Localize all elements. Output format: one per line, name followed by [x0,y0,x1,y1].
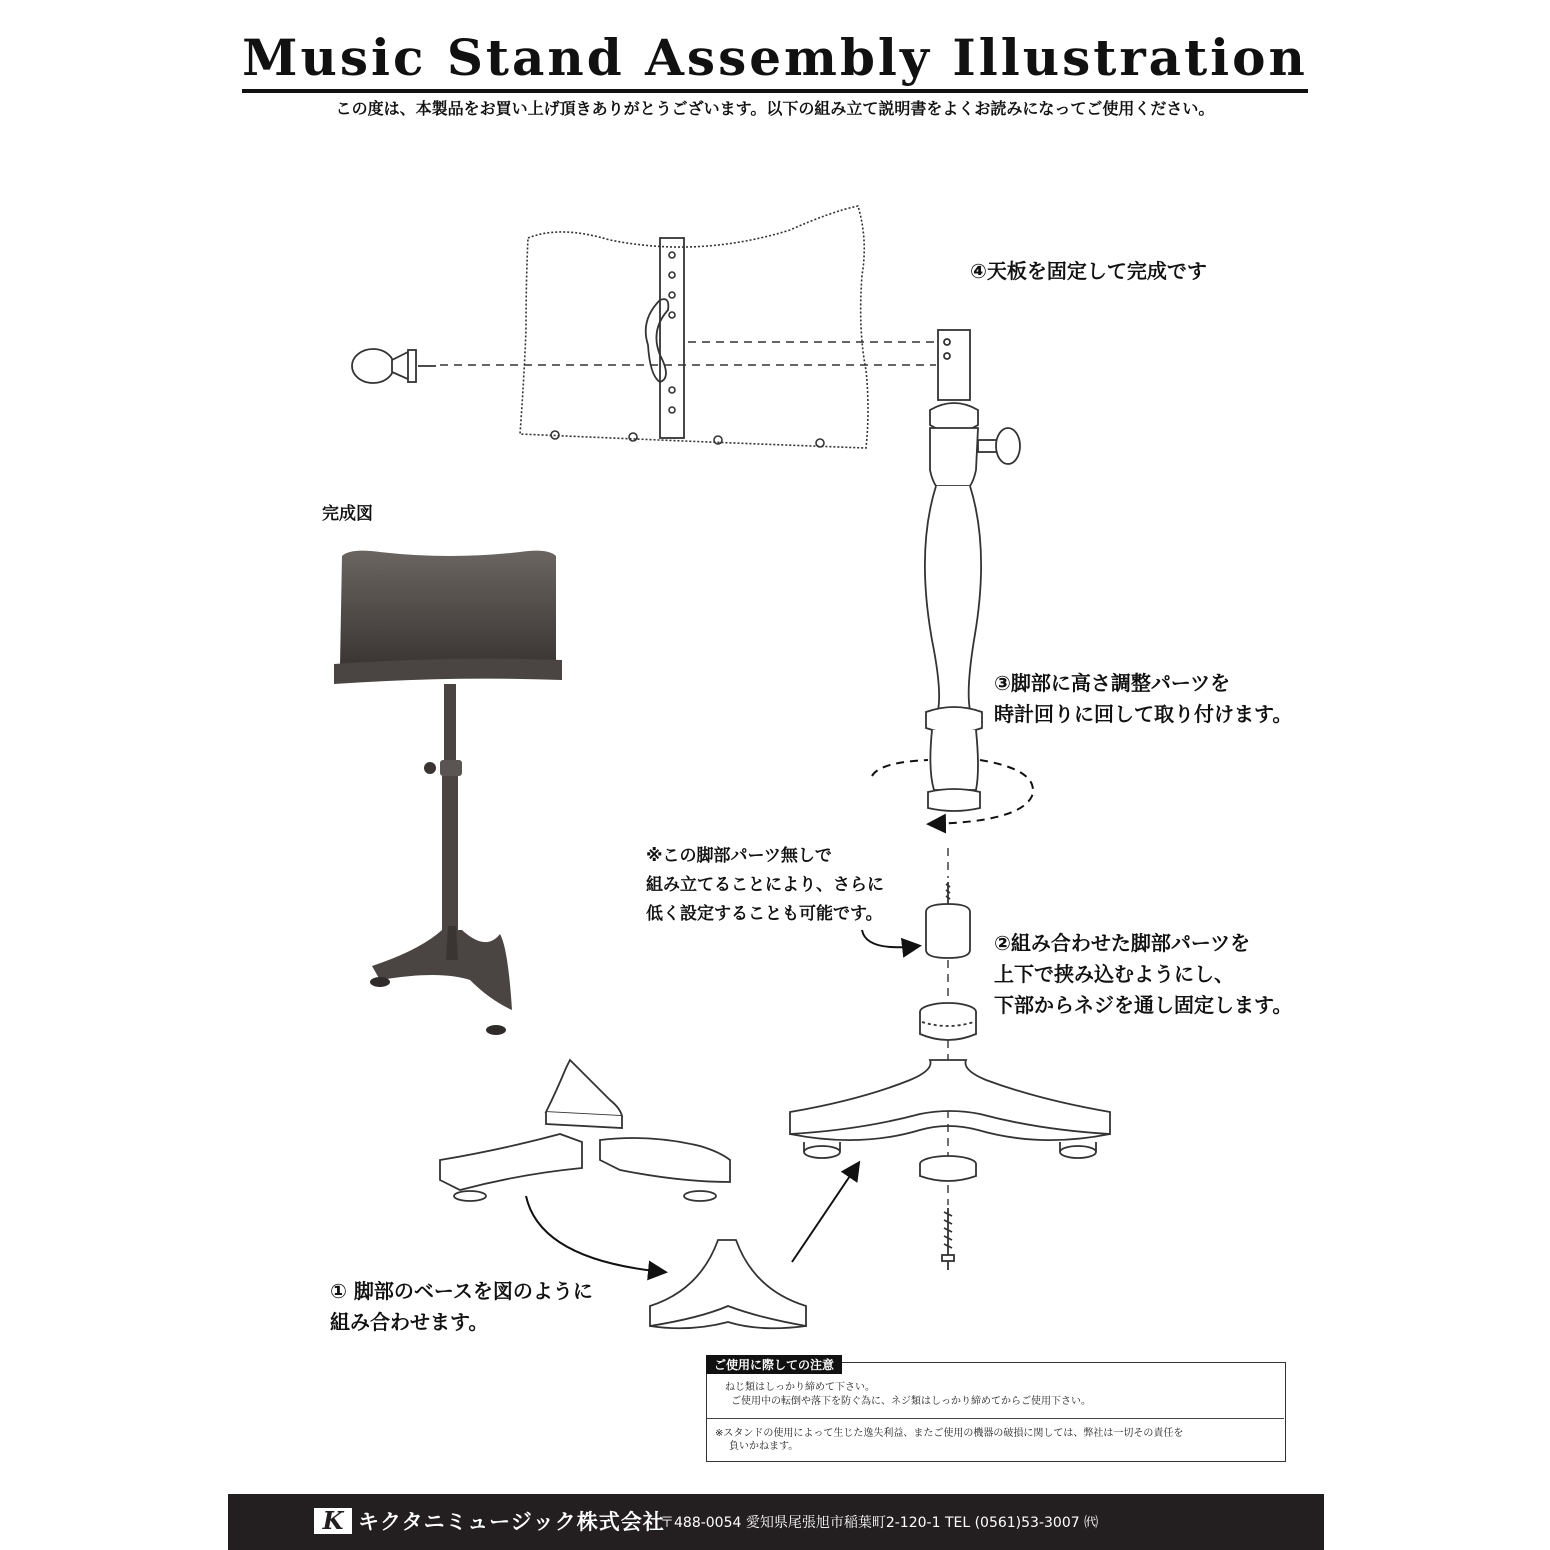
column-drawing [925,330,1020,811]
completed-stand-photo [330,536,574,1036]
company-name: キクタニミュージック株式会社 [358,1510,665,1534]
step1-curve-arrow [526,1196,664,1272]
caution-header: ご使用に際しての注意 [706,1355,842,1374]
note-line2: 組み立てることにより、さらに [646,875,884,895]
note-line1: ※この脚部パーツ無しで [646,846,832,866]
step2-line1: ②組み合わせた脚部パーツを [994,931,1251,955]
caution-divider [707,1418,1284,1419]
assembled-base-drawing [790,1060,1110,1158]
step2-text [994,928,1292,1021]
caution-line4: 負いかねます。 [729,1441,799,1452]
step1-line1: ① 脚部のベースを図のように [330,1279,593,1303]
document-title-text: Music Stand Assembly Illustration [242,28,1308,93]
optional-part-note [646,842,884,929]
completed-label: 完成図 [322,504,373,524]
caution-line1: ねじ類はしっかり締めて下さい。 [725,1382,875,1393]
note-line3: 低く設定することも可能です。 [646,904,883,924]
step3-line1: ③脚部に高さ調整パーツを [994,671,1231,695]
caution-line3: ※スタンドの使用によって生じた逸失利益、またご使用の機器の破損に関しては、弊社は一切その責任を [715,1428,1184,1439]
note-arrow [862,930,918,947]
footer-bar [228,1494,1324,1550]
step2-line2: 上下で挟み込むようにし、 [994,962,1234,986]
company-address: 〒488-0054 愛知県尾張旭市稲葉町2-120-1 TEL (0561)53-3007 ㈹ [660,1515,1099,1531]
desk-board-drawing [520,206,868,448]
document-subtitle: この度は、本製品をお買い上げ頂きありがとうございます。以下の組み立て説明書をよくお読みになってご使用ください。 [335,99,1215,118]
step3-line2: 時計回りに回して取り付けます。 [994,702,1293,726]
caution-line2: ご使用中の転倒や落下を防ぐ為に、ネジ類はしっかり締めてからご使用下さい。 [731,1396,1091,1407]
step1-text [330,1276,593,1338]
step1-straight-arrow [792,1164,858,1262]
step2-line3: 下部からネジを通し固定します。 [994,993,1293,1017]
step3-text [994,668,1292,730]
company-logo: K [314,1508,352,1534]
step4-text: ④天板を固定して完成です [970,259,1207,283]
step1-line2: 組み合わせます。 [330,1310,489,1334]
caution-box [706,1362,1286,1462]
knob-screw-drawing [352,349,436,383]
